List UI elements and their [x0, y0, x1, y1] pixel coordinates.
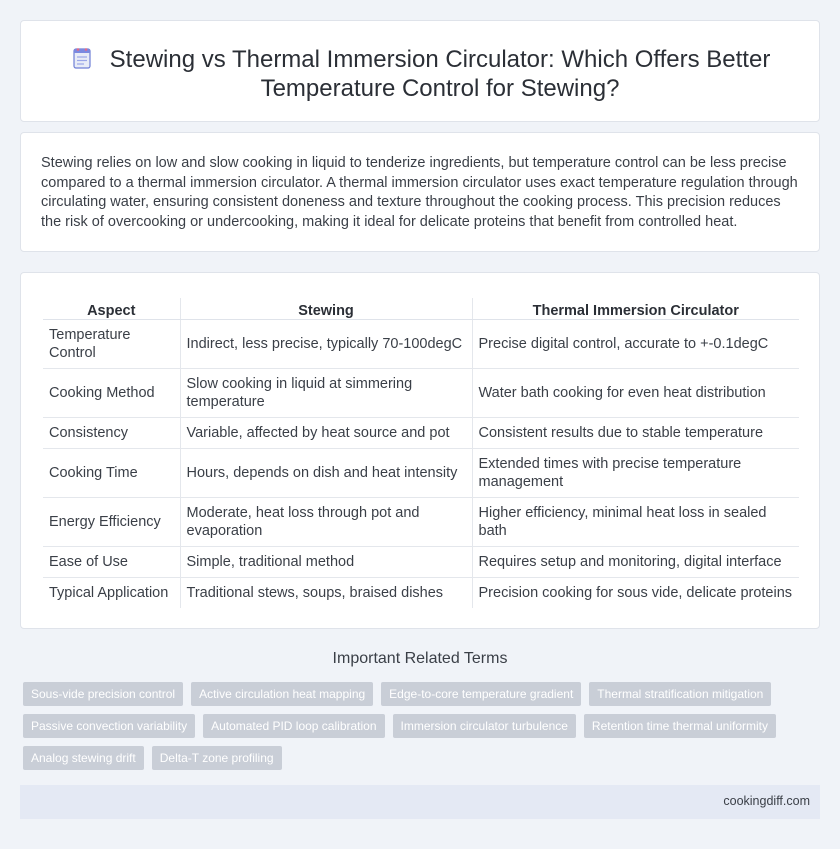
table-cell: Higher efficiency, minimal heat loss in sealed bath	[472, 497, 799, 546]
table-row	[43, 497, 799, 546]
table-cell: Indirect, less precise, typically 70-100degC	[180, 319, 472, 368]
table-cell: Hours, depends on dish and heat intensity	[180, 448, 472, 497]
column-header-aspect: Aspect	[43, 298, 180, 319]
table-cell: Consistent results due to stable temperature	[472, 417, 799, 448]
table-row	[43, 368, 799, 417]
table-cell: Simple, traditional method	[180, 546, 472, 577]
intro-card	[20, 132, 820, 252]
table-cell: Requires setup and monitoring, digital interface	[472, 546, 799, 577]
related-term-tag[interactable]: Retention time thermal uniformity	[584, 714, 776, 738]
table-cell: Typical Application	[49, 584, 169, 601]
table-header-row	[43, 298, 799, 319]
title-card	[20, 20, 820, 122]
table-cell: Cooking Time	[43, 448, 180, 497]
table-row	[43, 319, 799, 368]
table-cell: Extended times with precise temperature management	[472, 448, 799, 497]
table-cell: Water bath cooking for even heat distribution	[472, 368, 799, 417]
table-row	[43, 417, 799, 448]
table-cell: Variable, affected by heat source and pot	[180, 417, 472, 448]
table-cell: Precise digital control, accurate to +-0.1degC	[472, 319, 799, 368]
related-term-tag[interactable]: Edge-to-core temperature gradient	[381, 682, 581, 706]
page-title: Stewing vs Thermal Immersion Circulator: Which Offers Better Temperature Control for Stewing?	[109, 46, 771, 102]
footer-site-link[interactable]: cookingdiff.com	[723, 794, 810, 808]
related-term-tag[interactable]: Delta-T zone profiling	[152, 746, 282, 770]
table-cell: Cooking Method	[43, 368, 180, 417]
table-cell: Precision cooking for sous vide, delicate proteins	[472, 577, 799, 608]
intro-paragraph: Stewing relies on low and slow cooking in liquid to tenderize ingredients, but temperature control can be less precise compared to a thermal immersion circulator. A thermal immersion circulator uses exact temperature regulation through circulating water, ensuring consistent doneness and texture throughout the cooking process. This precision reduces the risk of overcooking or undercooking, making it ideal for delicate proteins that benefit from controlled heat.	[41, 155, 798, 230]
table-cell: Temperature Control	[43, 319, 180, 368]
related-terms-heading: Important Related Terms	[332, 650, 508, 667]
related-terms-list	[23, 682, 823, 778]
footer	[20, 785, 820, 819]
related-term-tag[interactable]: Passive convection variability	[23, 714, 195, 738]
table-cell: Consistency	[43, 417, 180, 448]
table-cell: Moderate, heat loss through pot and evaporation	[180, 497, 472, 546]
table-cell: Ease of Use	[43, 546, 180, 577]
table-cell: Traditional stews, soups, braised dishes	[180, 577, 472, 608]
column-header-stewing: Stewing	[180, 298, 472, 319]
related-term-tag[interactable]: Sous-vide precision control	[23, 682, 183, 706]
table-row	[43, 546, 799, 577]
related-term-tag[interactable]: Thermal stratification mitigation	[589, 682, 771, 706]
comparison-table	[43, 298, 799, 608]
comparison-table-card	[20, 272, 820, 629]
table-row	[43, 448, 799, 497]
related-term-tag[interactable]: Analog stewing drift	[23, 746, 144, 770]
table-cell: Slow cooking in liquid at simmering temperature	[180, 368, 472, 417]
related-term-tag[interactable]: Active circulation heat mapping	[191, 682, 373, 706]
related-term-tag[interactable]: Immersion circulator turbulence	[393, 714, 576, 738]
table-cell: Energy Efficiency	[43, 497, 180, 546]
table-row	[43, 577, 799, 608]
column-header-circulator: Thermal Immersion Circulator	[472, 298, 799, 319]
related-term-tag[interactable]: Automated PID loop calibration	[203, 714, 384, 738]
